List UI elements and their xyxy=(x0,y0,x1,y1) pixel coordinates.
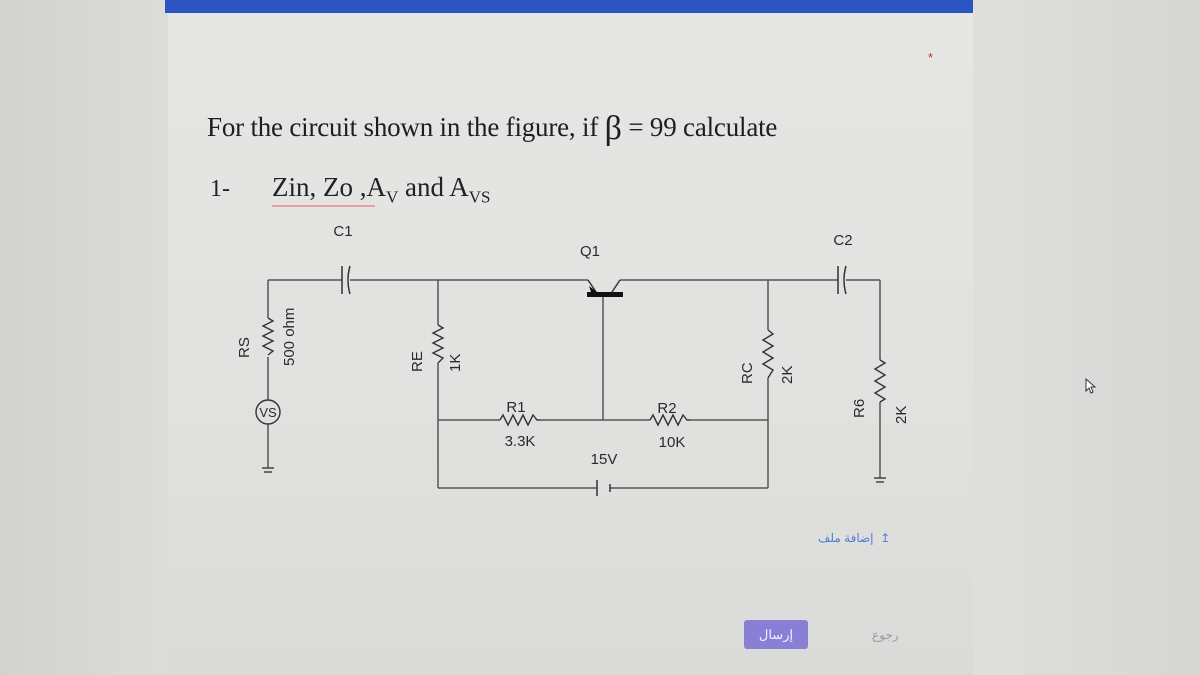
q1-label: Q1 xyxy=(579,243,601,260)
question-prefix: For the circuit shown in the figure, if xyxy=(207,112,605,142)
c1-plate-right xyxy=(348,266,350,294)
r1-value: 3.3K xyxy=(504,433,536,450)
attach-file-link[interactable] xyxy=(818,531,890,545)
upload-icon: ↥ xyxy=(880,531,891,545)
attach-file-label: إضافة ملف xyxy=(818,531,874,545)
r6-label: R6 xyxy=(851,398,868,418)
r2-label: R2 xyxy=(657,400,677,417)
rs-value: 500 ohm xyxy=(281,307,298,366)
r2-value: 10K xyxy=(658,434,686,451)
re-resistor xyxy=(433,325,443,363)
c2-plate-right xyxy=(844,266,846,294)
supply-label: 15V xyxy=(590,451,618,468)
sub-vs: VS xyxy=(468,187,491,207)
r6-value: 2K xyxy=(893,405,910,424)
beta-symbol: β xyxy=(604,110,622,147)
vs-label: VS xyxy=(259,405,277,420)
sub-v: V xyxy=(386,187,399,207)
submit-button[interactable]: إرسال xyxy=(744,620,808,649)
item-text-and: and A xyxy=(398,172,469,202)
mouse-cursor-icon xyxy=(1084,378,1098,394)
back-link[interactable]: رجوع xyxy=(872,628,899,642)
c2-label: C2 xyxy=(833,232,853,249)
required-asterisk: * xyxy=(928,50,934,65)
c1-label: C1 xyxy=(333,223,353,240)
rc-resistor xyxy=(763,330,773,378)
re-label: RE xyxy=(409,351,426,372)
r1-resistor xyxy=(500,415,540,425)
r6-resistor xyxy=(875,360,885,402)
transistor-q1 xyxy=(587,280,623,297)
question-suffix: = 99 calculate xyxy=(621,112,778,142)
r1-label: R1 xyxy=(506,399,526,416)
rs-label: RS xyxy=(236,337,253,358)
rs-resistor xyxy=(263,318,273,355)
re-value: 1K xyxy=(447,353,464,372)
rc-value: 2K xyxy=(779,365,796,384)
item-number: 1- xyxy=(210,176,230,202)
item-text-main: Zin, Zo ,A xyxy=(272,172,386,202)
rc-label: RC xyxy=(739,362,756,384)
